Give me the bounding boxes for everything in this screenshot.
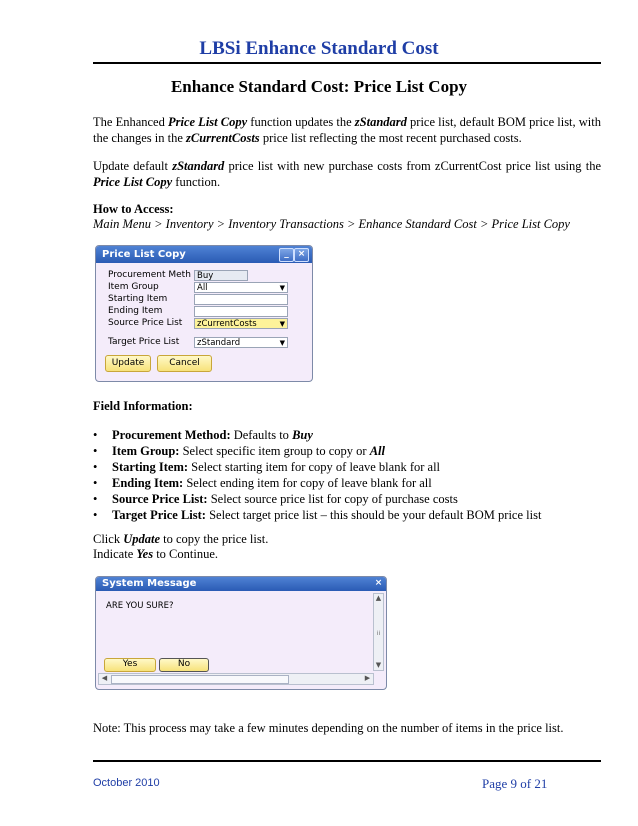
target-price-list-select[interactable]: zStandard ▼ [194, 337, 288, 348]
window-title: System Message [102, 578, 197, 589]
window-titlebar [96, 577, 386, 591]
source-price-list-label: Source Price List [108, 318, 183, 328]
access-path: Main Menu > Inventory > Inventory Transactions > Enhance Standard Cost > Price List Copy [93, 217, 570, 231]
horizontal-scrollbar[interactable] [98, 673, 374, 685]
scroll-thumb[interactable] [111, 675, 289, 684]
minimize-icon[interactable]: _ [279, 248, 294, 262]
close-icon[interactable]: × [374, 578, 383, 588]
list-item: • Procurement Method: Defaults to Buy [93, 428, 313, 442]
intro-paragraph-1: The Enhanced Price List Copy function updates the zStandard price list, default BOM price list, with the changes in the zCurrentCosts price list reflecting the most recent purchased costs. [93, 115, 602, 145]
intro-paragraph-2: Update default zStandard price list with new purchase costs from zCurrentCost price list using the Price List Copy function. [93, 159, 601, 189]
instruction-line-2: Indicate Yes to Continue. [93, 547, 218, 561]
header-title: LBSi Enhance Standard Cost [199, 38, 439, 59]
system-message-window [95, 576, 387, 690]
footer-date: October 2010 [93, 777, 160, 789]
footer-rule [93, 760, 601, 762]
item-group-label: Item Group [108, 282, 159, 292]
cancel-button[interactable]: Cancel [157, 355, 212, 372]
scroll-down-icon[interactable]: ▼ [375, 661, 382, 669]
ending-item-label: Ending Item [108, 306, 163, 316]
target-price-list-label: Target Price List [108, 337, 180, 347]
window-title: Price List Copy [102, 249, 186, 260]
chevron-down-icon: ▼ [279, 320, 285, 328]
starting-item-input[interactable] [194, 294, 288, 305]
list-item: • Source Price List: Select source price list for copy of purchase costs [93, 492, 458, 506]
window-titlebar [96, 246, 312, 263]
source-price-list-select[interactable]: zCurrentCosts ▼ [194, 318, 288, 329]
document-title: Enhance Standard Cost: Price List Copy [170, 77, 468, 96]
note-text: Note: This process may take a few minutes depending on the number of items in the price list. [93, 721, 564, 735]
list-item: • Ending Item: Select ending item for copy of leave blank for all [93, 476, 432, 490]
update-button[interactable]: Update [105, 355, 151, 372]
procurement-method-field[interactable]: Buy [194, 270, 248, 281]
footer-page-number: Page 9 of 21 [482, 776, 548, 791]
scroll-grip-icon[interactable]: ⁞⁞ [376, 630, 381, 637]
header-rule [93, 62, 601, 64]
access-heading: How to Access: [93, 202, 174, 216]
close-icon[interactable]: × [294, 248, 309, 262]
scroll-right-icon[interactable]: ▶ [364, 674, 371, 682]
yes-button[interactable]: Yes [104, 658, 156, 672]
vertical-scrollbar[interactable] [373, 593, 384, 671]
message-text: ARE YOU SURE? [106, 601, 174, 611]
scroll-left-icon[interactable]: ◀ [101, 674, 108, 682]
field-info-heading: Field Information: [93, 399, 193, 413]
starting-item-label: Starting Item [108, 294, 168, 304]
item-group-select[interactable]: All ▼ [194, 282, 288, 293]
list-item: • Starting Item: Select starting item for copy of leave blank for all [93, 460, 441, 474]
field-info-list [93, 427, 601, 523]
list-item: • Item Group: Select specific item group to copy or All [93, 444, 386, 458]
instruction-line-1: Click Update to copy the price list. [93, 532, 269, 546]
ending-item-input[interactable] [194, 306, 288, 317]
scroll-up-icon[interactable]: ▲ [375, 594, 382, 602]
no-button[interactable]: No [159, 658, 209, 672]
procurement-method-label: Procurement Meth [108, 270, 191, 280]
price-list-copy-window [95, 245, 313, 382]
chevron-down-icon: ▼ [279, 284, 285, 292]
chevron-down-icon: ▼ [279, 339, 285, 347]
list-item: • Target Price List: Select target price list – this should be your default BOM price list [93, 508, 542, 522]
